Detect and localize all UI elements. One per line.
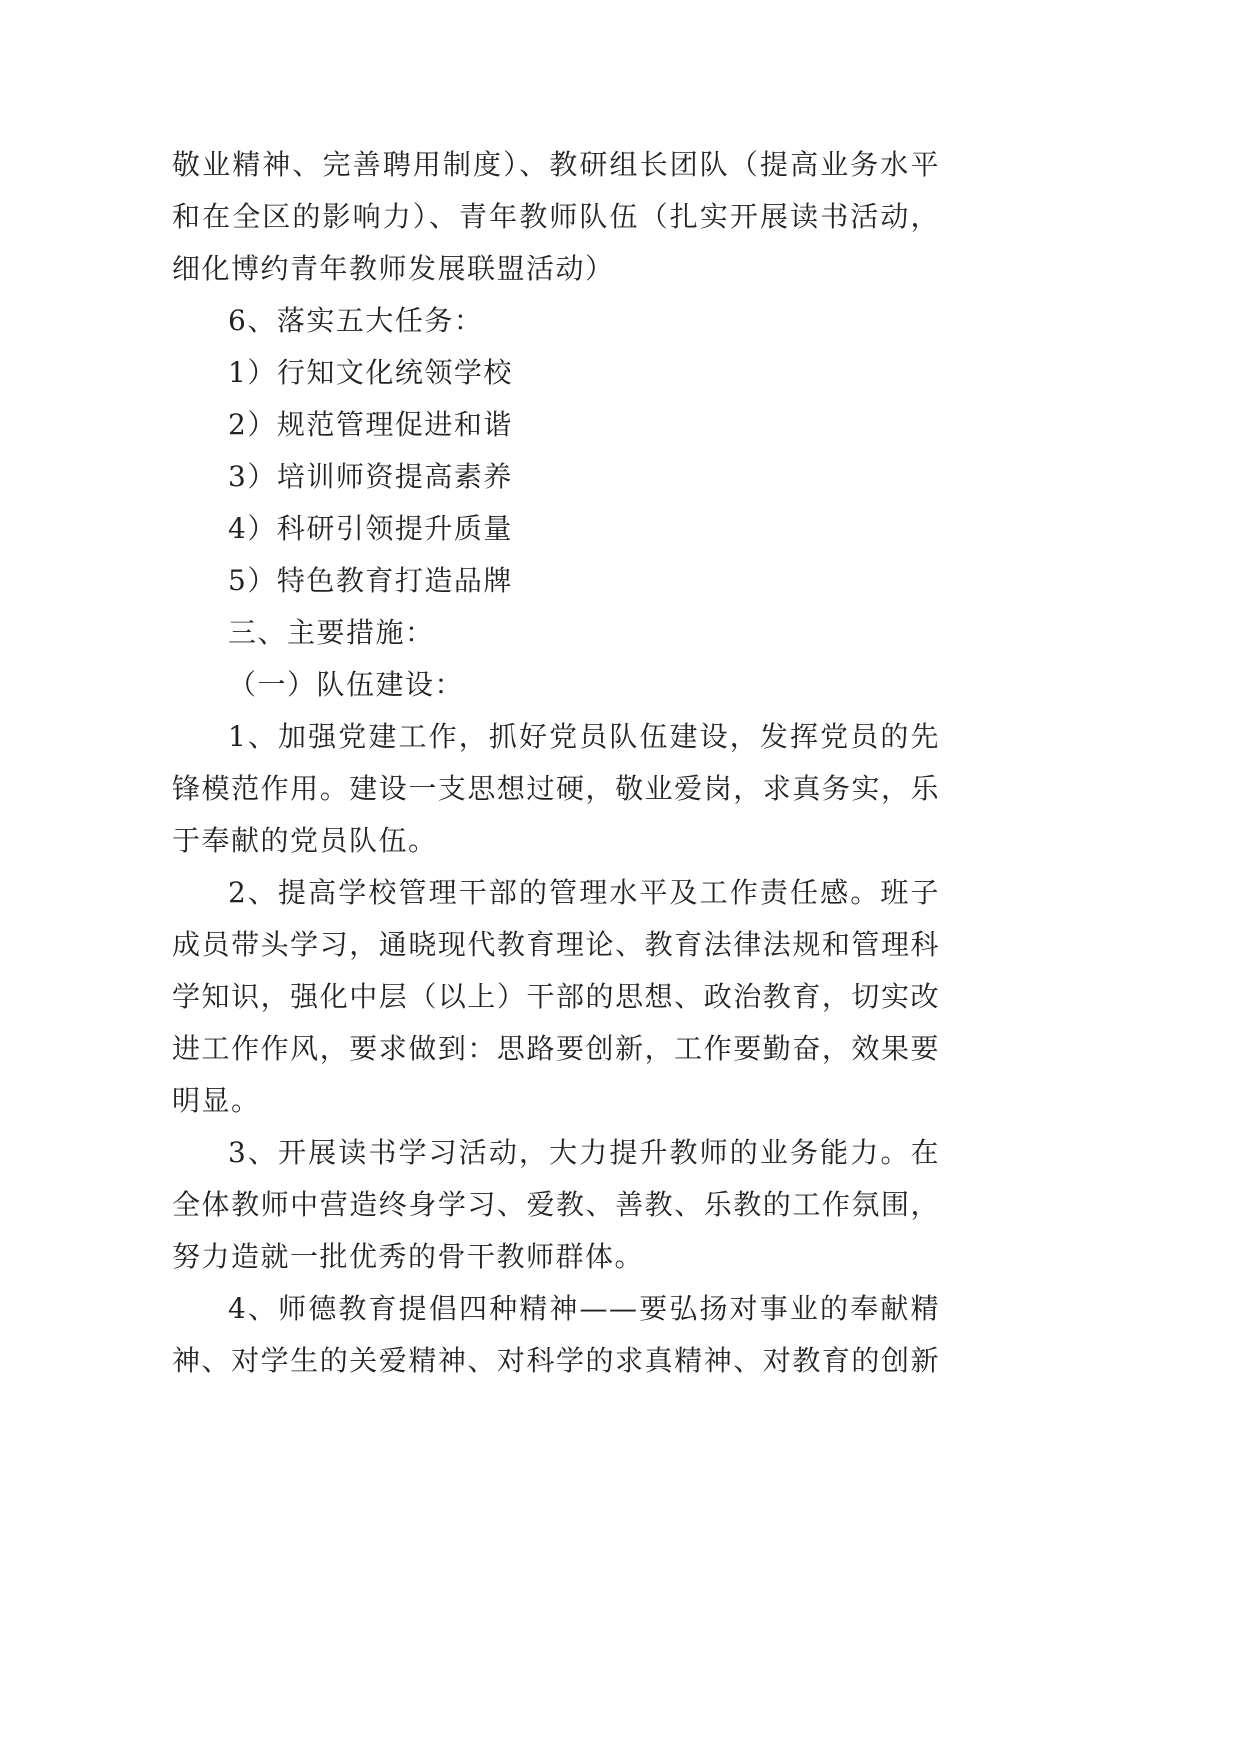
task-item: 2）规范管理促进和谐 (228, 408, 513, 441)
document-line: 神、对学生的关爱精神、对科学的求真精神、对教育的创新 (172, 1344, 940, 1377)
document-line: 全体教师中营造终身学习、爱教、善教、乐教的工作氛围， (172, 1188, 940, 1221)
task-heading: 6、落实五大任务： (228, 304, 484, 337)
document-line: 敬业精神、完善聘用制度）、教研组长团队（提高业务水平 (172, 148, 940, 181)
document-line: 于奉献的党员队伍。 (172, 824, 438, 857)
document-line: 1、加强党建工作，抓好党员队伍建设，发挥党员的先 (228, 720, 940, 753)
document-body (172, 139, 940, 1387)
section-heading: 三、主要措施： (228, 616, 435, 649)
task-item: 4）科研引领提升质量 (228, 512, 513, 545)
task-item: 5）特色教育打造品牌 (228, 564, 513, 597)
document-line: 成员带头学习，通晓现代教育理论、教育法律法规和管理科 (172, 928, 940, 961)
document-line: 和在全区的影响力）、青年教师队伍（扎实开展读书活动， (172, 200, 940, 233)
document-line: 明显。 (172, 1084, 261, 1117)
document-line: 2、提高学校管理干部的管理水平及工作责任感。班子 (228, 876, 940, 909)
document-line: 进工作作风，要求做到：思路要创新，工作要勤奋，效果要 (172, 1032, 940, 1065)
task-item: 3）培训师资提高素养 (228, 460, 513, 493)
document-line: 3、开展读书学习活动，大力提升教师的业务能力。在 (228, 1136, 940, 1169)
document-line: 努力造就一批优秀的骨干教师群体。 (172, 1240, 645, 1273)
task-item: 1）行知文化统领学校 (228, 356, 513, 389)
document-line: 细化博约青年教师发展联盟活动） (172, 252, 615, 285)
document-line: 4、师德教育提倡四种精神——要弘扬对事业的奉献精 (228, 1292, 940, 1325)
subsection-heading: （一）队伍建设： (228, 668, 465, 701)
document-line: 学知识，强化中层（以上）干部的思想、政治教育，切实改 (172, 980, 940, 1013)
document-line: 锋模范作用。建设一支思想过硬，敬业爱岗，求真务实，乐 (172, 772, 940, 805)
